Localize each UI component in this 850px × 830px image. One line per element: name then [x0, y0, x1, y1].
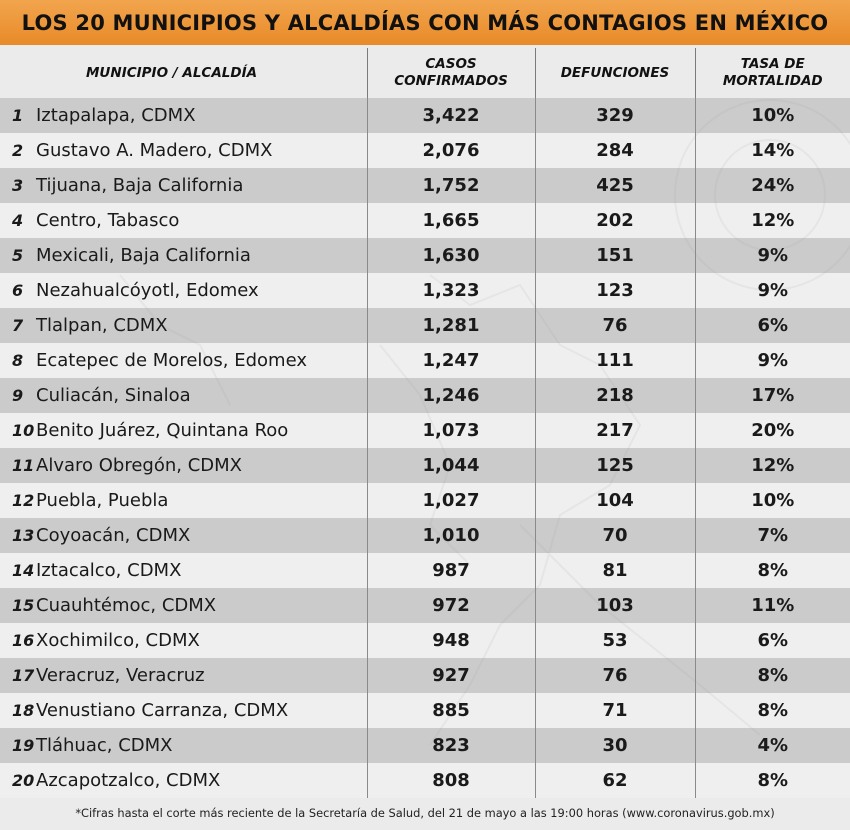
- header-defunciones: DEFUNCIONES: [535, 48, 695, 98]
- municipio-name: Venustiano Carranza, CDMX: [36, 700, 289, 721]
- cell-defunciones: 125: [535, 448, 695, 483]
- table-row: [0, 308, 850, 343]
- municipio-name: Xochimilco, CDMX: [36, 630, 200, 651]
- page-title: LOS 20 MUNICIPIOS Y ALCALDÍAS CON MÁS CONTAGIOS EN MÉXICO: [21, 10, 829, 35]
- municipio-name: Iztacalco, CDMX: [36, 560, 182, 581]
- table-row: [0, 518, 850, 553]
- municipio-name: Veracruz, Veracruz: [36, 665, 205, 686]
- rank-number: 19: [12, 736, 35, 755]
- rank-number: 12: [12, 491, 35, 510]
- municipalities-table: [0, 48, 850, 798]
- cell-defunciones: 81: [535, 553, 695, 588]
- municipio-name: Gustavo A. Madero, CDMX: [36, 140, 273, 161]
- cell-tasa-mortalidad: 11%: [695, 588, 850, 623]
- cell-municipio: [0, 553, 367, 588]
- table-row: [0, 623, 850, 658]
- cell-casos-confirmados: 823: [367, 728, 535, 763]
- cell-casos-confirmados: 3,422: [367, 98, 535, 133]
- cell-defunciones: 111: [535, 343, 695, 378]
- cell-municipio: [0, 413, 367, 448]
- header-casos-confirmados: CASOS CONFIRMADOS: [367, 48, 535, 98]
- cell-municipio: [0, 343, 367, 378]
- rank-number: 14: [12, 561, 35, 580]
- cell-casos-confirmados: 948: [367, 623, 535, 658]
- cell-casos-confirmados: 1,027: [367, 483, 535, 518]
- cell-municipio: [0, 238, 367, 273]
- municipio-name: Azcapotzalco, CDMX: [36, 770, 221, 791]
- table-row: [0, 658, 850, 693]
- cell-municipio: [0, 168, 367, 203]
- rank-number: 9: [12, 386, 24, 405]
- cell-casos-confirmados: 972: [367, 588, 535, 623]
- table-row: [0, 378, 850, 413]
- cell-defunciones: 151: [535, 238, 695, 273]
- cell-tasa-mortalidad: 14%: [695, 133, 850, 168]
- table-row: [0, 553, 850, 588]
- cell-tasa-mortalidad: 8%: [695, 658, 850, 693]
- cell-municipio: [0, 588, 367, 623]
- table-row: [0, 693, 850, 728]
- cell-defunciones: 76: [535, 658, 695, 693]
- municipio-name: Cuauhtémoc, CDMX: [36, 595, 217, 616]
- rank-number: 15: [12, 596, 35, 615]
- table-row: [0, 763, 850, 798]
- cell-tasa-mortalidad: 6%: [695, 623, 850, 658]
- municipio-name: Ecatepec de Morelos, Edomex: [36, 350, 307, 371]
- cell-casos-confirmados: 1,044: [367, 448, 535, 483]
- table-row: [0, 203, 850, 238]
- cell-tasa-mortalidad: 12%: [695, 448, 850, 483]
- cell-municipio: [0, 518, 367, 553]
- municipio-name: Coyoacán, CDMX: [36, 525, 191, 546]
- rank-number: 7: [12, 316, 24, 335]
- cell-defunciones: 425: [535, 168, 695, 203]
- cell-defunciones: 104: [535, 483, 695, 518]
- cell-tasa-mortalidad: 10%: [695, 483, 850, 518]
- table-row: [0, 728, 850, 763]
- table-row: [0, 238, 850, 273]
- cell-casos-confirmados: 1,281: [367, 308, 535, 343]
- rank-number: 2: [12, 141, 24, 160]
- table-header-row: [0, 48, 850, 98]
- municipio-name: Iztapalapa, CDMX: [36, 105, 196, 126]
- cell-defunciones: 62: [535, 763, 695, 798]
- cell-defunciones: 71: [535, 693, 695, 728]
- cell-municipio: [0, 763, 367, 798]
- table-row: [0, 133, 850, 168]
- municipio-name: Alvaro Obregón, CDMX: [36, 455, 242, 476]
- cell-defunciones: 284: [535, 133, 695, 168]
- title-bar: [0, 0, 850, 45]
- cell-casos-confirmados: 1,752: [367, 168, 535, 203]
- cell-municipio: [0, 378, 367, 413]
- cell-municipio: [0, 623, 367, 658]
- header-tasa-mortalidad: TASA DE MORTALIDAD: [695, 48, 850, 98]
- table-row: [0, 98, 850, 133]
- municipio-name: Centro, Tabasco: [36, 210, 180, 231]
- rank-number: 3: [12, 176, 24, 195]
- cell-tasa-mortalidad: 4%: [695, 728, 850, 763]
- cell-tasa-mortalidad: 9%: [695, 273, 850, 308]
- footnote: *Cifras hasta el corte más reciente de la Secretaría de Salud, del 21 de mayo a las 19:00 horas (www.coronavirus.gob.mx): [75, 806, 775, 820]
- cell-tasa-mortalidad: 9%: [695, 238, 850, 273]
- municipio-name: Puebla, Puebla: [36, 490, 169, 511]
- cell-municipio: [0, 133, 367, 168]
- cell-tasa-mortalidad: 20%: [695, 413, 850, 448]
- cell-municipio: [0, 308, 367, 343]
- table-row: [0, 483, 850, 518]
- cell-tasa-mortalidad: 8%: [695, 763, 850, 798]
- rank-number: 6: [12, 281, 24, 300]
- table-row: [0, 343, 850, 378]
- municipio-name: Tláhuac, CDMX: [36, 735, 173, 756]
- cell-municipio: [0, 448, 367, 483]
- cell-casos-confirmados: 885: [367, 693, 535, 728]
- cell-defunciones: 53: [535, 623, 695, 658]
- table-row: [0, 448, 850, 483]
- table-row: [0, 168, 850, 203]
- municipio-name: Nezahualcóyotl, Edomex: [36, 280, 259, 301]
- cell-defunciones: 217: [535, 413, 695, 448]
- rank-number: 18: [12, 701, 35, 720]
- cell-tasa-mortalidad: 6%: [695, 308, 850, 343]
- cell-defunciones: 329: [535, 98, 695, 133]
- rank-number: 13: [12, 526, 35, 545]
- rank-number: 1: [12, 106, 24, 125]
- cell-casos-confirmados: 1,010: [367, 518, 535, 553]
- cell-casos-confirmados: 808: [367, 763, 535, 798]
- municipio-name: Mexicali, Baja California: [36, 245, 251, 266]
- cell-casos-confirmados: 1,630: [367, 238, 535, 273]
- cell-casos-confirmados: 927: [367, 658, 535, 693]
- cell-municipio: [0, 658, 367, 693]
- cell-municipio: [0, 98, 367, 133]
- cell-municipio: [0, 273, 367, 308]
- cell-municipio: [0, 483, 367, 518]
- cell-municipio: [0, 203, 367, 238]
- cell-defunciones: 70: [535, 518, 695, 553]
- cell-defunciones: 76: [535, 308, 695, 343]
- cell-defunciones: 103: [535, 588, 695, 623]
- rank-number: 5: [12, 246, 24, 265]
- municipio-name: Tlalpan, CDMX: [36, 315, 168, 336]
- cell-casos-confirmados: 1,073: [367, 413, 535, 448]
- cell-defunciones: 202: [535, 203, 695, 238]
- table-row: [0, 413, 850, 448]
- cell-tasa-mortalidad: 9%: [695, 343, 850, 378]
- municipio-name: Tijuana, Baja California: [36, 175, 244, 196]
- cell-defunciones: 218: [535, 378, 695, 413]
- cell-casos-confirmados: 1,323: [367, 273, 535, 308]
- table-row: [0, 273, 850, 308]
- rank-number: 17: [12, 666, 35, 685]
- cell-municipio: [0, 693, 367, 728]
- cell-casos-confirmados: 987: [367, 553, 535, 588]
- cell-casos-confirmados: 1,246: [367, 378, 535, 413]
- cell-casos-confirmados: 2,076: [367, 133, 535, 168]
- cell-tasa-mortalidad: 8%: [695, 693, 850, 728]
- cell-municipio: [0, 728, 367, 763]
- header-municipio: MUNICIPIO / ALCALDÍA: [86, 64, 258, 81]
- cell-tasa-mortalidad: 8%: [695, 553, 850, 588]
- rank-number: 20: [12, 771, 35, 790]
- cell-defunciones: 123: [535, 273, 695, 308]
- municipio-name: Culiacán, Sinaloa: [36, 385, 191, 406]
- cell-tasa-mortalidad: 24%: [695, 168, 850, 203]
- cell-tasa-mortalidad: 12%: [695, 203, 850, 238]
- cell-tasa-mortalidad: 10%: [695, 98, 850, 133]
- rank-number: 8: [12, 351, 24, 370]
- cell-casos-confirmados: 1,665: [367, 203, 535, 238]
- cell-tasa-mortalidad: 7%: [695, 518, 850, 553]
- rank-number: 16: [12, 631, 35, 650]
- rank-number: 11: [12, 456, 35, 475]
- cell-tasa-mortalidad: 17%: [695, 378, 850, 413]
- table-row: [0, 588, 850, 623]
- cell-casos-confirmados: 1,247: [367, 343, 535, 378]
- municipio-name: Benito Juárez, Quintana Roo: [36, 420, 289, 441]
- cell-defunciones: 30: [535, 728, 695, 763]
- rank-number: 10: [12, 421, 35, 440]
- rank-number: 4: [12, 211, 24, 230]
